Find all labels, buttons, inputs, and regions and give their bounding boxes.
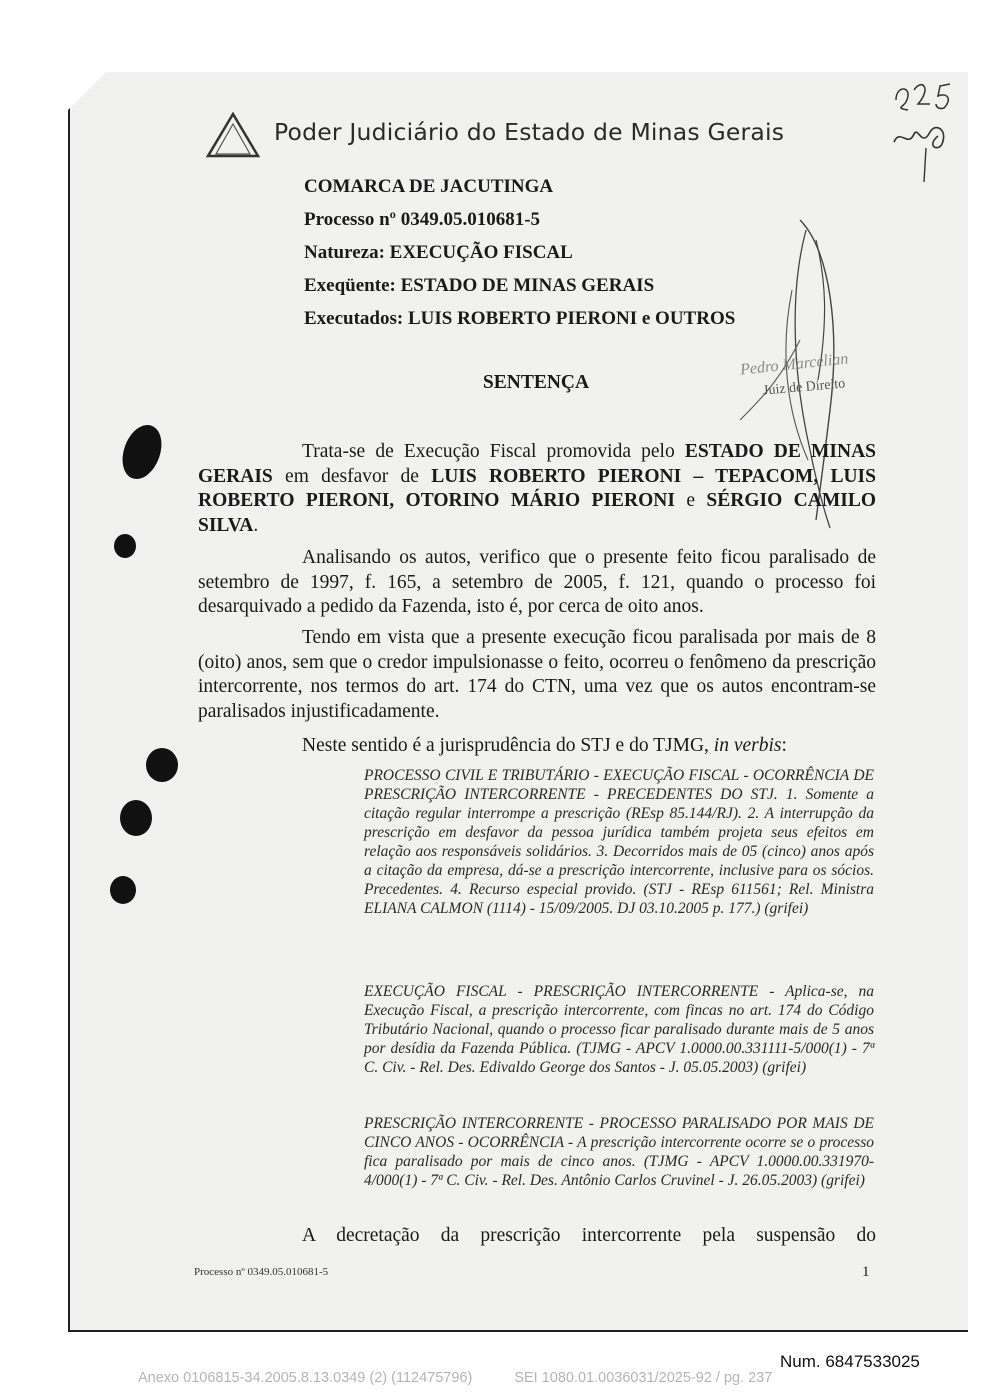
plaintiff: Exeqüente: ESTADO DE MINAS GERAIS [304,275,655,296]
jurisprudence-quote-3: PRESCRIÇÃO INTERCORRENTE - PROCESSO PARALISADO POR MAIS DE CINCO ANOS - OCORRÊNCIA - A prescrição intercorrente ocorre se o processo fica paralisado por mais de cinco anos. (TJMG - APCV 1.0000.00.331970-4/000(1) - 7ª C. Civ. - Rel. Des. Antônio Carlos Cruvinel - J. 26.05.2003) (grifei) [364,1115,874,1189]
footer-page-number: 1 [862,1264,870,1280]
jurisprudence-quote-2: EXECUÇÃO FISCAL - PRESCRIÇÃO INTERCORRENTE - Aplica-se, na Execução Fiscal, a prescrição intercorrente, com fincas no art. 174 do Código Tributário Nacional, quando o processo ficar paralisado durante mais de 5 anos por desídia da Fazenda Pública. (TJMG - APCV 1.0000.00.331111-5/000(1) - 7ª C. Civ. - Rel. Des. Edivaldo George dos Santos - J. 05.05.2003) (grifei) [364,983,874,1076]
punch-hole [120,800,152,836]
defendants: Executados: LUIS ROBERTO PIERONI e OUTROS [304,308,736,329]
footer-process-number: Processo nº 0349.05.010681-5 [194,1266,329,1278]
document-title [0,372,1000,394]
p4-text: Neste sentido é a jurisprudência do STJ e do TJMG, [302,735,714,756]
annex-line [138,1370,772,1386]
paragraph-1 [198,440,876,538]
p1-party-state: ESTADO DE MINAS GERAIS [198,441,876,487]
annex-left: Anexo 0106815-34.2005.8.13.0349 (2) (112475796) [138,1370,473,1386]
p1-text: . [253,514,259,536]
judge-stamp-role: Juiz de Direito [762,376,846,399]
process-number: Processo nº 0349.05.010681-5 [304,209,541,230]
comarca: COMARCA DE JACUTINGA [304,176,554,197]
title-text: SENTENÇA [482,372,590,393]
paragraph-5 [198,1224,876,1249]
punch-hole [110,876,136,904]
punch-hole [114,534,136,558]
court-name: Poder Judiciário do Estado de Minas Gerais [274,118,785,146]
p1-text: Trata-se de Execução Fiscal promovida pelo [302,441,685,462]
paragraph-2 [198,546,876,620]
case-caption [304,170,735,335]
p1-party-defendants: LUIS ROBERTO PIERONI – TEPACOM, LUIS ROBERTO PIERONI, OTORINO MÁRIO PIERONI [198,465,876,511]
folded-corner [68,72,106,110]
judge-stamp-name: Pedro Marcelian [739,350,850,379]
paragraph-4 [198,734,876,759]
paragraph-3 [198,626,876,724]
p5-text: A decretação da prescrição intercorrente pela suspensão do [302,1225,876,1246]
p1-text: e [674,490,707,511]
court-header [206,108,886,158]
jurisprudence-quote-1: PROCESSO CIVIL E TRIBUTÁRIO - EXECUÇÃO FISCAL - OCORRÊNCIA DE PRESCRIÇÃO INTERCORRENTE - PRECEDENTES DO STJ. 1. Somente a citação regular interrompe a prescrição (REsp 85.144/RJ). 2. A interrupção da prescrição em desfavor da pessoa jurídica também projeta seus efeitos em relação aos responsáveis solidários. 3. Decorridos mais de 05 (cinco) anos após a citação da empresa, dá-se a prescrição intercorrente, inclusive para os sócios. Precedentes. 4. Recurso especial provido. (STJ - REsp 611561; Rel. Ministra ELIANA CALMON (1114) - 15/09/2005. DJ 03.10.2005 p. 177.) (grifei) [364,767,874,917]
p3-text: Tendo em vista que a presente execução ficou paralisada por mais de 8 (oito) anos, sem que o credor impulsionasse o feito, ocorreu o fenômeno da prescrição intercorrente, nos termos do art. 174 do CTN, uma vez que os autos encontram-se paralisados injustificadamente. [198,627,876,722]
court-triangle-logo [206,112,260,158]
p4-text: : [781,735,787,756]
document-id: Num. 6847533025 [780,1352,920,1371]
nature: Natureza: EXECUÇÃO FISCAL [304,242,573,263]
p1-text: em desfavor de [272,465,432,487]
handwritten-page-number [888,78,968,188]
p1-party-silva: SÉRGIO CAMILO SILVA [198,490,876,536]
punch-hole [146,748,178,782]
p4-italic: in verbis [713,735,782,756]
annex-right: SEI 1080.01.0036031/2025-92 / pg. 237 [514,1370,773,1386]
p2-text: Analisando os autos, verifico que o presente feito ficou paralisado de setembro de 1997, f. 165, a setembro de 2005, f. 121, quando o processo foi desarquivado a pedido da Fazenda, isto é, por cerca de oito anos. [198,547,876,617]
